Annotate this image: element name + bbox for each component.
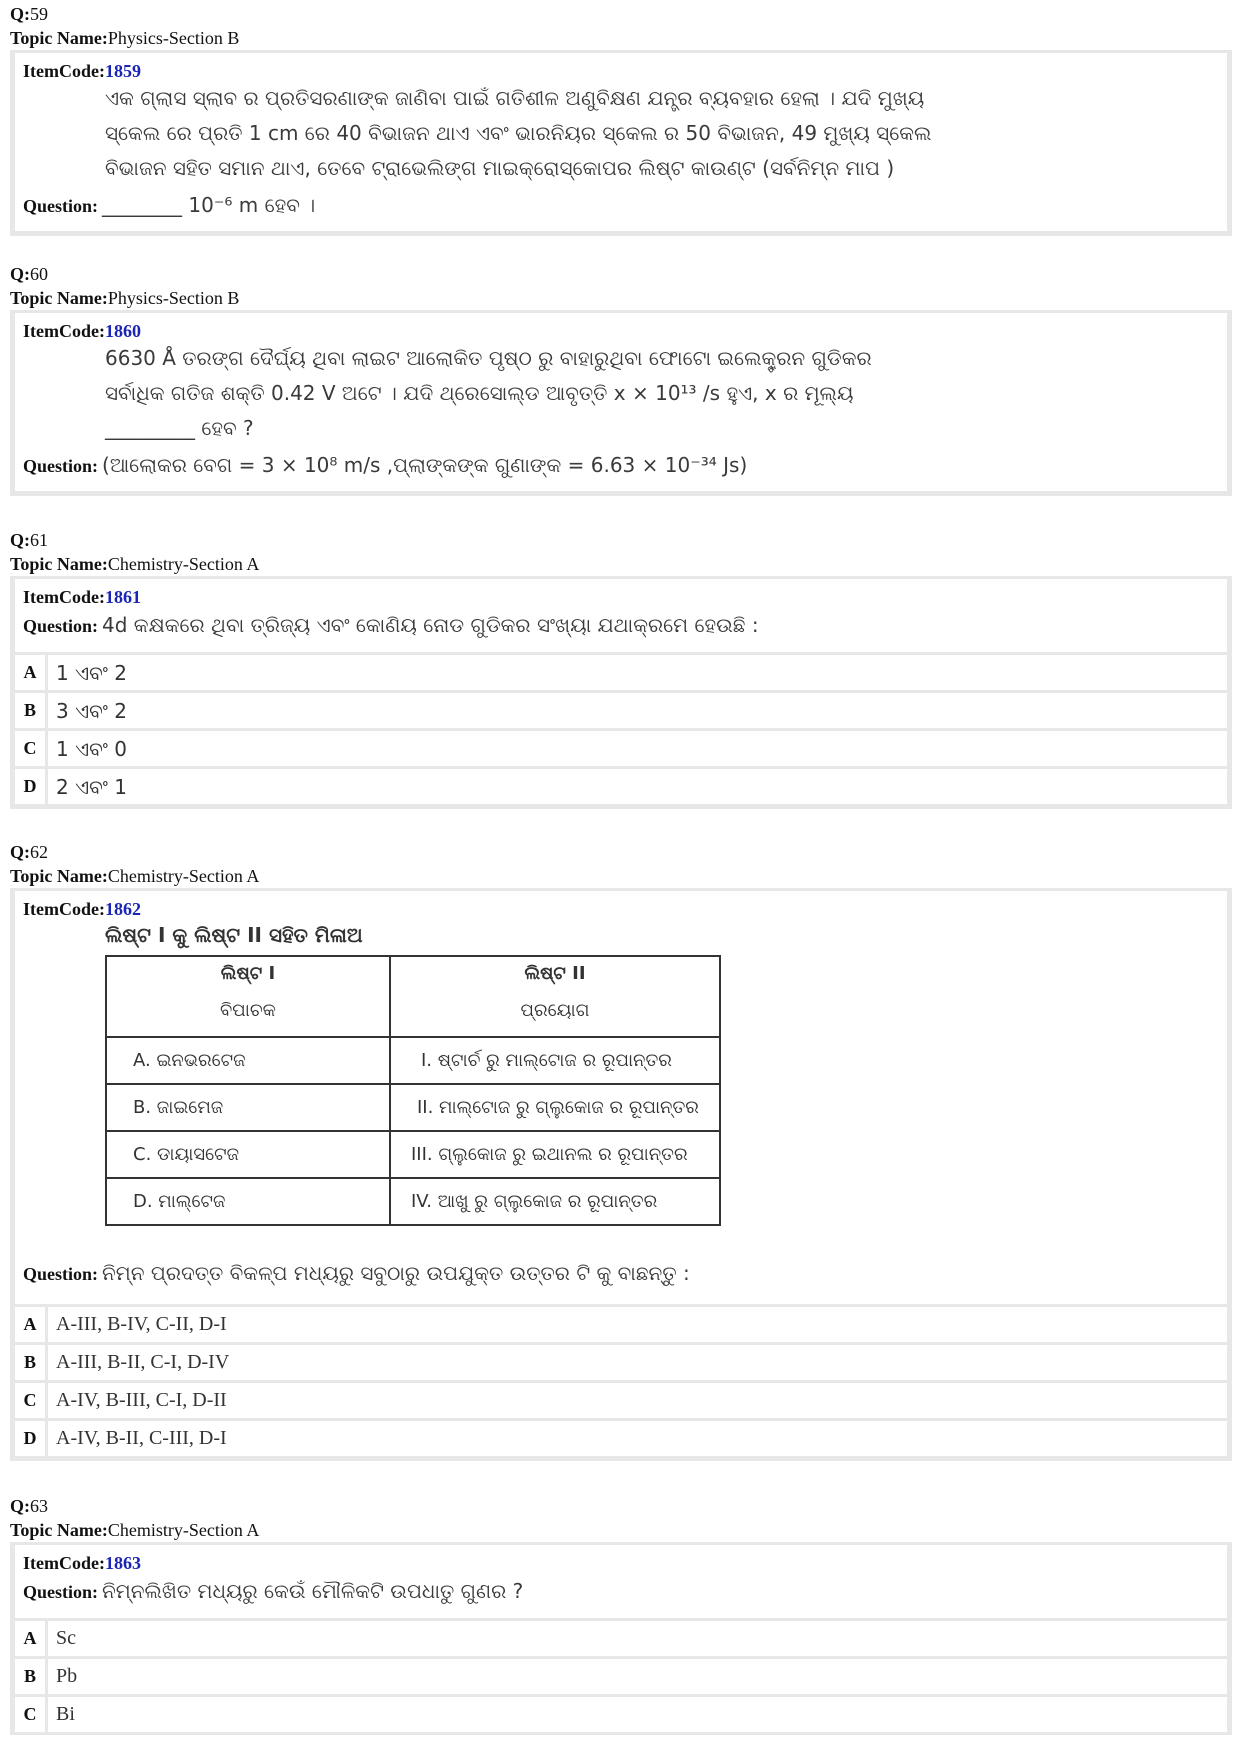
- question-number: 62: [30, 842, 48, 862]
- table-cell: A. ଇନଭରଟେଜ: [106, 1037, 390, 1084]
- question-text: ନିମ୍ନ ପ୍ରଦତ୍ତ ବିକଳ୍ପ ମଧ୍ୟରୁ ସବୁଠାରୁ ଉପଯୁକ୍ତ ଉତ୍ତର ଟି କୁ ବାଛନ୍ତୁ :: [102, 1261, 690, 1285]
- stem-line: ସ୍କେଲ ରେ ପ୍ରତି 1 cm ରେ 40 ବିଭାଜନ ଥାଏ ଏବଂ ଭାରନିୟର ସ୍କେଲ ର 50 ବିଭାଜନ, 49 ମୁଖ୍ୟ ସ୍କେଲ: [105, 121, 932, 145]
- stem-line: ଏକ ଗ୍ଲାସ ସ୍ଲାବ ର ପ୍ରତିସରଣାଙ୍କ ଜାଣିବା ପାଇଁ ଗତିଶୀଳ ଅଣୁବିକ୍ଷଣ ଯନ୍ତ୍ର ବ୍ୟବହାର ହେଲା । ଯଦି ମୁଖ୍ୟ: [105, 86, 925, 110]
- question-box: ItemCode:1863 Question: ନିମ୍ନଲିଖିତ ମଧ୍ୟରୁ କେଉଁ ମୌଳିକଟି ଉପଧାତୁ ଗୁଣର ?: [10, 1542, 1232, 1618]
- stem-line: ସର୍ବାଧିକ ଗତିଜ ଶକ୍ତି 0.42 V ଅଟେ । ଯଦି ଥ୍ରେସୋଲ୍ଡ ଆବୃତ୍ତି x × 10¹³ /s ହୁଏ, x ର ମୂଲ୍ୟ: [105, 381, 854, 405]
- option-d[interactable]: D 2 ଏବଂ 1: [15, 766, 1227, 804]
- option-a[interactable]: A Sc: [15, 1618, 1227, 1656]
- table-cell: II. ମାଲ୍ଟୋଜ ରୁ ଗ୍ଲୁକୋଜ ର ରୂପାନ୍ତର: [390, 1084, 720, 1131]
- match-table: [105, 955, 721, 1226]
- option-b[interactable]: B Pb: [15, 1656, 1227, 1694]
- option-a[interactable]: A A-III, B-IV, C-II, D-I: [15, 1304, 1227, 1342]
- stem-line: ବିଭାଜନ ସହିତ ସମାନ ଥାଏ, ତେବେ ଟ୍ରାଭେଲିଙ୍ଗ ମାଇକ୍ରୋସ୍କୋପର ଲିଷ୍ଟ କାଉଣ୍ଟ (ସର୍ବନିମ୍ନ ମାପ ): [105, 156, 895, 180]
- stem-line: _________ ହେବ ?: [105, 416, 254, 440]
- item-code: 1863: [104, 1553, 141, 1573]
- question-text: 4d କକ୍ଷକରେ ଥିବା ତ୍ରିଜ୍ୟ ଏବଂ କୋଣିୟ ନୋଡ ଗୁଡିକର ସଂଖ୍ୟା ଯଥାକ୍ରମେ ହେଉଛି :: [102, 613, 759, 637]
- topic-name: Chemistry-Section A: [107, 554, 260, 574]
- question-text: ନିମ୍ନଲିଖିତ ମଧ୍ୟରୁ କେଉଁ ମୌଳିକଟି ଉପଧାତୁ ଗୁଣର ?: [102, 1579, 524, 1603]
- question-block: Q:60 Topic Name:Physics-Section B ItemCode:1860 6630 Å ତରଙ୍ଗ ଦୈର୍ଘ୍ୟ ଥିବା ଲାଇଟ ଆଲୋକିତ ପୃଷ୍ଠ ରୁ ବାହାରୁଥିବା ଫୋଟୋ ଇଲେକ୍ଟ୍ରନ ଗୁଡିକର ସର୍ବାଧିକ ଗତିଜ ଶକ୍ତି 0.42 V ଅଟେ । ଯଦି ଥ୍ରେସୋଲ୍ଡ ଆବୃତ୍ତି x × 10¹³ /s ହୁଏ, x ର ମୂଲ୍ୟ _________ ହେବ ? Question: (ଆଲୋକର ବେଗ = 3 × 10⁸ m/s ,ପ୍ଲାଙ୍କଙ୍କ ଗୁଣାଙ୍କ = 6.63 × 10⁻³⁴ Js): [10, 262, 1232, 496]
- question-number: 60: [30, 264, 48, 284]
- option-c[interactable]: C 1 ଏବଂ 0: [15, 728, 1227, 766]
- question-number: 61: [30, 530, 48, 550]
- option-c[interactable]: C A-IV, B-III, C-I, D-II: [15, 1380, 1227, 1418]
- table-cell: III. ଗ୍ଲୁକୋଜ ରୁ ଇଥାନଲ ର ରୂପାନ୍ତର: [390, 1131, 720, 1178]
- topic-name: Physics-Section B: [107, 288, 240, 308]
- option-b[interactable]: B A-III, B-II, C-I, D-IV: [15, 1342, 1227, 1380]
- question-label: Question:: [23, 1582, 99, 1602]
- question-box: ItemCode:1859 ଏକ ଗ୍ଲାସ ସ୍ଲାବ ର ପ୍ରତିସରଣାଙ୍କ ଜାଣିବା ପାଇଁ ଗତିଶୀଳ ଅଣୁବିକ୍ଷଣ ଯନ୍ତ୍ର ବ୍ୟବହାର ହେଲା । ଯଦି ମୁଖ୍ୟ ସ୍କେଲ ରେ ପ୍ରତି 1 cm ରେ 40 ବିଭାଜନ ଥାଏ ଏବଂ ଭାରନିୟର ସ୍କେଲ ର 50 ବିଭାଜନ, 49 ମୁଖ୍ୟ ସ୍କେଲ ବିଭାଜନ ସହିତ ସମାନ ଥାଏ, ତେବେ ଟ୍ରାଭେଲିଙ୍ଗ ମାଇକ୍ରୋସ୍କୋପର ଲିଷ୍ଟ କାଉଣ୍ଟ (ସର୍ବନିମ୍ନ ମାପ ) Question: ________ 10⁻⁶ m ହେବ ।: [10, 50, 1232, 236]
- item-code: 1862: [104, 899, 141, 919]
- options-list: [10, 1304, 1232, 1461]
- question-block: Q:59 Topic Name:Physics-Section B ItemCode:1859 ଏକ ଗ୍ଲାସ ସ୍ଲାବ ର ପ୍ରତିସରଣାଙ୍କ ଜାଣିବା ପାଇଁ ଗତିଶୀଳ ଅଣୁବିକ୍ଷଣ ଯନ୍ତ୍ର ବ୍ୟବହାର ହେଲା । ଯଦି ମୁଖ୍ୟ ସ୍କେଲ ରେ ପ୍ରତି 1 cm ରେ 40 ବିଭାଜନ ଥାଏ ଏବଂ ଭାରନିୟର ସ୍କେଲ ର 50 ବିଭାଜନ, 49 ମୁଖ୍ୟ ସ୍କେଲ ବିଭାଜନ ସହିତ ସମାନ ଥାଏ, ତେବେ ଟ୍ରାଭେଲିଙ୍ଗ ମାଇକ୍ରୋସ୍କୋପର ଲିଷ୍ଟ କାଉଣ୍ଟ (ସର୍ବନିମ୍ନ ମାପ ) Question: ________ 10⁻⁶ m ହେବ ।: [10, 2, 1232, 236]
- question-label: Question:: [23, 616, 99, 636]
- table-cell: B. ଜାଇମେଜ: [106, 1084, 390, 1131]
- question-number: 63: [30, 1496, 48, 1516]
- topic-name: Chemistry-Section A: [107, 866, 260, 886]
- table-cell: C. ଡାୟାସଟେଜ: [106, 1131, 390, 1178]
- option-d[interactable]: D A-IV, B-II, C-III, D-I: [15, 1418, 1227, 1456]
- topic-name: Chemistry-Section A: [107, 1520, 260, 1540]
- question-label: Question:: [23, 1264, 99, 1284]
- question-block: Q:62 Topic Name:Chemistry-Section A ItemCode:1862 ଲିଷ୍ଟ I କୁ ଲିଷ୍ଟ II ସହିତ ମିଳାଅ ଲିଷ୍ଟ I ବିପାଚକ ଲିଷ୍ଟ II ପ୍ରୟୋଗ A. ଇନଭରଟେଜ I. ଷ୍ଟାର୍ଚ ରୁ ମାଲ୍ଟୋଜ ର ରୂପାନ୍ତର B. ଜାଇମେଜ II. ମାଲ୍ଟୋଜ ରୁ ଗ୍ଲୁକୋଜ ର ରୂପାନ୍ତର C. ଡାୟାସଟେଜ III. ଗ୍ଲୁକୋଜ ରୁ ଇଥାନଲ ର ରୂପାନ୍ତର D. ମାଲ୍ଟେଜ IV. ଆଖୁ ରୁ ଗ୍ଲୁକୋଜ ର ରୂପାନ୍ତର Question: ନିମ୍ନ ପ୍ରଦତ୍ତ ବିକଳ୍ପ ମଧ୍ୟରୁ ସବୁଠାରୁ ଉପଯୁକ୍ତ ଉତ୍ତର ଟି କୁ ବାଛନ୍ତୁ : A A-III, B-IV, C-II, D-I B A-III, B-II, C-I, D-IV C A-IV, B-III, C-I, D-II D A-IV, B-II, C-III, D-I: [10, 840, 1232, 1461]
- item-code: 1860: [104, 321, 141, 341]
- question-text: (ଆଲୋକର ବେଗ = 3 × 10⁸ m/s ,ପ୍ଲାଙ୍କଙ୍କ ଗୁଣାଙ୍କ = 6.63 × 10⁻³⁴ Js): [102, 453, 748, 477]
- table-cell: I. ଷ୍ଟାର୍ଚ ରୁ ମାଲ୍ଟୋଜ ର ରୂପାନ୍ତର: [390, 1037, 720, 1084]
- option-b[interactable]: B 3 ଏବଂ 2: [15, 690, 1227, 728]
- question-text: ________ 10⁻⁶ m ହେବ ।: [102, 193, 316, 217]
- list-heading: ଲିଷ୍ଟ I କୁ ଲିଷ୍ଟ II ସହିତ ମିଳାଅ: [105, 923, 363, 947]
- question-box: ItemCode:1861 Question: 4d କକ୍ଷକରେ ଥିବା ତ୍ରିଜ୍ୟ ଏବଂ କୋଣିୟ ନୋଡ ଗୁଡିକର ସଂଖ୍ୟା ଯଥାକ୍ରମେ ହେଉଛି :: [10, 576, 1232, 652]
- item-code: 1859: [104, 61, 141, 81]
- options-list: [10, 652, 1232, 809]
- options-list: [10, 1618, 1232, 1735]
- question-number: 59: [30, 4, 48, 24]
- option-c[interactable]: C Bi: [15, 1694, 1227, 1732]
- item-code: 1861: [104, 587, 141, 607]
- question-label: Question:: [23, 456, 99, 476]
- stem-line: 6630 Å ତରଙ୍ଗ ଦୈର୍ଘ୍ୟ ଥିବା ଲାଇଟ ଆଲୋକିତ ପୃଷ୍ଠ ରୁ ବାହାରୁଥିବା ଫୋଟୋ ଇଲେକ୍ଟ୍ରନ ଗୁଡିକର: [105, 346, 872, 370]
- table-cell: IV. ଆଖୁ ରୁ ଗ୍ଲୁକୋଜ ର ରୂପାନ୍ତର: [390, 1178, 720, 1225]
- question-block: Q:63 Topic Name:Chemistry-Section A ItemCode:1863 Question: ନିମ୍ନଲିଖିତ ମଧ୍ୟରୁ କେଉଁ ମୌଳିକଟି ଉପଧାତୁ ଗୁଣର ? A Sc B Pb C Bi: [10, 1494, 1232, 1735]
- question-block: Q:61 Topic Name:Chemistry-Section A ItemCode:1861 Question: 4d କକ୍ଷକରେ ଥିବା ତ୍ରିଜ୍ୟ ଏବଂ କୋଣିୟ ନୋଡ ଗୁଡିକର ସଂଖ୍ୟା ଯଥାକ୍ରମେ ହେଉଛି : A 1 ଏବଂ 2 B 3 ଏବଂ 2 C 1 ଏବଂ 0 D 2 ଏବଂ 1: [10, 528, 1232, 809]
- list-i-header: ଲିଷ୍ଟ I ବିପାଚକ: [106, 956, 390, 1037]
- question-label: Question:: [23, 196, 99, 216]
- question-box: ItemCode:1860 6630 Å ତରଙ୍ଗ ଦୈର୍ଘ୍ୟ ଥିବା ଲାଇଟ ଆଲୋକିତ ପୃଷ୍ଠ ରୁ ବାହାରୁଥିବା ଫୋଟୋ ଇଲେକ୍ଟ୍ରନ ଗୁଡିକର ସର୍ବାଧିକ ଗତିଜ ଶକ୍ତି 0.42 V ଅଟେ । ଯଦି ଥ୍ରେସୋଲ୍ଡ ଆବୃତ୍ତି x × 10¹³ /s ହୁଏ, x ର ମୂଲ୍ୟ _________ ହେବ ? Question: (ଆଲୋକର ବେଗ = 3 × 10⁸ m/s ,ପ୍ଲାଙ୍କଙ୍କ ଗୁଣାଙ୍କ = 6.63 × 10⁻³⁴ Js): [10, 310, 1232, 496]
- question-box: ItemCode:1862 ଲିଷ୍ଟ I କୁ ଲିଷ୍ଟ II ସହିତ ମିଳାଅ ଲିଷ୍ଟ I ବିପାଚକ ଲିଷ୍ଟ II ପ୍ରୟୋଗ A. ଇନଭରଟେଜ I. ଷ୍ଟାର୍ଚ ରୁ ମାଲ୍ଟୋଜ ର ରୂପାନ୍ତର B. ଜାଇମେଜ II. ମାଲ୍ଟୋଜ ରୁ ଗ୍ଲୁକୋଜ ର ରୂପାନ୍ତର C. ଡାୟାସଟେଜ III. ଗ୍ଲୁକୋଜ ରୁ ଇଥାନଲ ର ରୂପାନ୍ତର D. ମାଲ୍ଟେଜ IV. ଆଖୁ ରୁ ଗ୍ଲୁକୋଜ ର ରୂପାନ୍ତର Question: ନିମ୍ନ ପ୍ରଦତ୍ତ ବିକଳ୍ପ ମଧ୍ୟରୁ ସବୁଠାରୁ ଉପଯୁକ୍ତ ଉତ୍ତର ଟି କୁ ବାଛନ୍ତୁ :: [10, 888, 1232, 1304]
- table-cell: D. ମାଲ୍ଟେଜ: [106, 1178, 390, 1225]
- topic-name: Physics-Section B: [107, 28, 240, 48]
- list-ii-header: ଲିଷ୍ଟ II ପ୍ରୟୋଗ: [390, 956, 720, 1037]
- option-a[interactable]: A 1 ଏବଂ 2: [15, 652, 1227, 690]
